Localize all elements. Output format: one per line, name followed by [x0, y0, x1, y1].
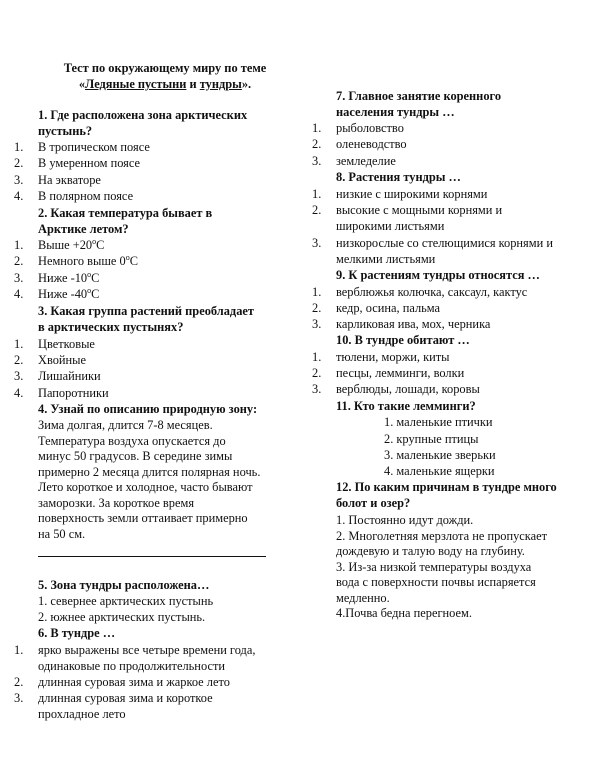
option-text: тюлени, моржи, киты [336, 350, 450, 364]
title-line-2 [40, 76, 290, 92]
question-8: 8. Растения тундры … [336, 170, 461, 184]
option-text: высокие с мощными корнями и широкими листьями [336, 203, 503, 233]
option-text: верблюды, лошади, коровы [336, 382, 480, 396]
question-3-option-1 [14, 337, 294, 353]
question-2-option-1 [14, 238, 294, 254]
option-text: верблюжья колючка, саксаул, кактус [336, 285, 528, 299]
option-text: низкорослые со стелющимися корнями и мелкими листьями [336, 236, 553, 266]
description-line: Лето короткое и холодное, часто бывают [38, 480, 253, 494]
answer-line: 2. Многолетняя мерзлота не пропускает [336, 528, 548, 543]
question-5-option-1: 1. севернее арктических пустынь [38, 594, 214, 608]
question-4: 4. Узнай по описанию природную зону: [38, 402, 258, 416]
question-11-option-3: 3. маленькие зверьки [384, 448, 496, 462]
option-number: 4. [14, 386, 24, 400]
answer-line: 3. Из-за низкой температуры воздуха [336, 559, 532, 574]
question-3 [38, 304, 254, 335]
question-3-line-2: в арктических пустынях? [38, 319, 184, 334]
description-line: минус 50 градусов. В середине зимы [38, 449, 233, 463]
question-9: 9. К растениям тундры относятся … [336, 268, 540, 282]
option-number: 1. [312, 285, 322, 299]
question-2-option-2 [14, 254, 294, 270]
option-number: 3. [312, 236, 322, 250]
description-line: Температура воздуха опускается до [38, 433, 226, 448]
option-text: В умеренном поясе [38, 156, 141, 170]
option-text: Ниже $-40^оС$ [38, 285, 100, 301]
question-1-line-2: пустынь? [38, 123, 93, 138]
option-text: Хвойные [38, 353, 86, 367]
option-text: земледелие [336, 154, 396, 168]
option-text: песцы, лемминги, волки [336, 366, 465, 380]
option-text: Лишайники [38, 369, 101, 383]
question-5-option-2: 2. южнее арктических пустынь. [38, 610, 206, 624]
description-line: примерно 2 месяца длится полярная ночь. [38, 464, 261, 479]
question-3-line-1: 3. Какая группа растений преобладает [38, 304, 254, 318]
description-line: Зима долгая, длится 7-8 месяцев. [38, 418, 213, 432]
question-3-option-4 [14, 386, 294, 402]
question-6-option-3 [14, 691, 300, 723]
option-number: 3. [14, 691, 24, 705]
answer-blank-line [38, 556, 266, 557]
option-text: Немного выше $0^оС$ [38, 252, 138, 268]
option-text: Ниже $-10^оС$ [38, 269, 100, 285]
question-9-option-1 [312, 285, 604, 301]
option-number: 2. [14, 254, 24, 268]
option-text: оленеводство [336, 137, 407, 151]
title-quote-close: ». [241, 77, 252, 91]
option-number: 3. [312, 154, 322, 168]
title-conj: и [186, 77, 200, 91]
question-5: 5. Зона тундры расположена… [38, 578, 210, 592]
option-number: 3. [312, 382, 322, 396]
option-text: В тропическом поясе [38, 140, 150, 154]
question-1 [38, 108, 247, 139]
question-1-option-2 [14, 156, 294, 172]
question-8-option-2 [312, 203, 604, 235]
option-text: карликовая ива, мох, черника [336, 317, 491, 331]
question-8-option-1 [312, 187, 604, 203]
option-number: 3. [14, 369, 24, 383]
option-number: 2. [312, 366, 322, 380]
option-number: 4. [14, 189, 24, 203]
option-number: 2. [14, 675, 24, 689]
option-text: В полярном поясе [38, 189, 134, 203]
title-line-1: Тест по окружающему миру по теме [63, 61, 267, 75]
question-2 [38, 206, 212, 237]
question-1-line-1: 1. Где расположена зона арктических [38, 108, 248, 122]
option-text: длинная суровая зима и короткое прохладное лето [38, 691, 213, 721]
question-11-option-2: 2. крупные птицы [384, 432, 479, 446]
option-number: 1. [14, 238, 24, 252]
option-number: 1. [14, 643, 24, 657]
answer-line: 4.Почва бедна перегноем. [336, 606, 472, 620]
question-6: 6. В тундре … [38, 626, 116, 640]
question-7 [336, 89, 501, 120]
option-number: 1. [14, 337, 24, 351]
question-7-option-2 [312, 137, 602, 153]
question-3-option-3 [14, 369, 294, 385]
question-10-option-1 [312, 350, 604, 366]
question-12-line-2: болот и озер? [336, 495, 411, 510]
answer-line: вода с поверхности почвы испаряется [336, 575, 536, 589]
option-text: Выше $+20^оС$ [38, 236, 105, 252]
answer-line: 1. Постоянно идут дожди. [336, 513, 474, 527]
answer-line: дождевую и талую воду на глубину. [336, 544, 525, 558]
option-text: ярко выражены все четыре времени года, одинаковые по продолжительности [38, 643, 256, 673]
question-2-option-4 [14, 287, 294, 303]
option-number: 3. [312, 317, 322, 331]
question-2-line-2: Арктике летом? [38, 221, 129, 236]
title-quote-open: « [78, 77, 86, 91]
option-number: 1. [312, 350, 322, 364]
option-text: низкие с широкими корнями [336, 187, 488, 201]
option-number: 2. [312, 137, 322, 151]
question-7-option-1 [312, 121, 602, 137]
question-9-option-2 [312, 301, 604, 317]
question-3-option-2 [14, 353, 294, 369]
question-6-option-2 [14, 675, 300, 691]
question-1-option-3 [14, 173, 294, 189]
title-topic-b: тундры [199, 77, 242, 91]
option-text: Цветковые [38, 337, 95, 351]
question-12-answers [336, 513, 606, 622]
document-title [40, 60, 290, 92]
option-text: рыболовство [336, 121, 404, 135]
question-12 [336, 480, 557, 511]
question-10: 10. В тундре обитают … [336, 333, 470, 347]
question-8-option-3 [312, 236, 604, 268]
answer-line: медленно. [336, 590, 390, 605]
option-number: 2. [312, 301, 322, 315]
option-number: 1. [312, 187, 322, 201]
question-7-option-3 [312, 154, 602, 170]
description-line: поверхность земли оттаивает примерно [38, 511, 248, 525]
option-text: длинная суровая зима и жаркое лето [38, 675, 230, 689]
title-topic-a: Ледяные пустыни [85, 77, 187, 91]
option-number: 2. [14, 353, 24, 367]
question-10-option-2 [312, 366, 604, 382]
option-number: 1. [14, 140, 24, 154]
question-9-option-3 [312, 317, 604, 333]
question-1-option-4 [14, 189, 294, 205]
question-11-option-1: 1. маленькие птички [384, 415, 493, 429]
option-text: На экваторе [38, 173, 101, 187]
description-line: заморозки. За короткое время [38, 495, 195, 510]
question-11: 11. Кто такие лемминги? [336, 399, 476, 413]
question-12-line-1: 12. По каким причинам в тундре много [336, 480, 557, 494]
option-text: кедр, осина, пальма [336, 301, 441, 315]
option-number: 4. [14, 287, 24, 301]
question-4-description [38, 418, 300, 542]
description-line: на 50 см. [38, 526, 86, 541]
question-2-line-1: 2. Какая температура бывает в [38, 206, 213, 220]
question-7-line-2: населения тундры … [336, 104, 455, 119]
question-10-option-3 [312, 382, 604, 398]
question-2-option-3 [14, 271, 294, 287]
option-text: Папоротники [38, 386, 109, 400]
option-number: 2. [312, 203, 322, 217]
question-6-option-1 [14, 643, 300, 675]
option-number: 1. [312, 121, 322, 135]
question-11-option-4: 4. маленькие ящерки [384, 464, 495, 478]
question-1-option-1 [14, 140, 294, 156]
option-number: 2. [14, 156, 24, 170]
question-7-line-1: 7. Главное занятие коренного [336, 89, 502, 103]
option-number: 3. [14, 271, 24, 285]
option-number: 3. [14, 173, 24, 187]
